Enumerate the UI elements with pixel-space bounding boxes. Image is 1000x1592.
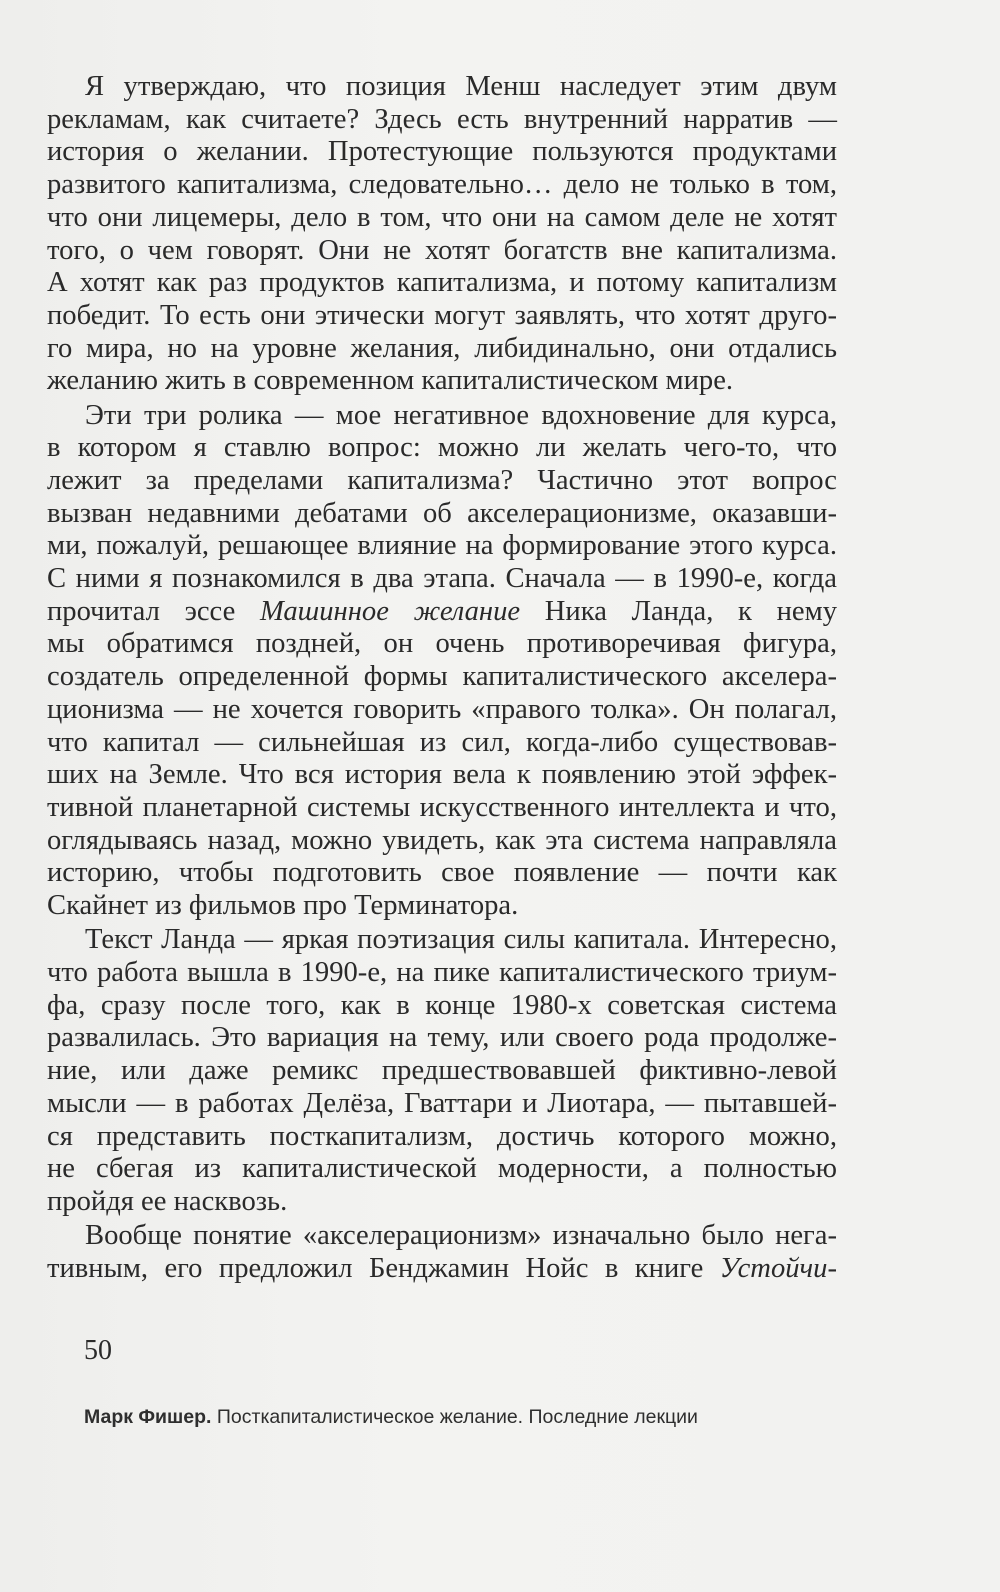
text-segment: желанию жить в современном капиталистическом мире.	[47, 365, 734, 397]
text-line	[47, 924, 837, 957]
text-segment: того, о чем говорят. Они не хотят богатств вне капитализма.	[47, 234, 837, 266]
text-segment: мысли — в работах Делёза, Гваттари и Лиотара, — пытавшей-	[47, 1087, 837, 1119]
text-line	[47, 596, 837, 629]
text-segment: тивным, его предложил Бенджамин Нойс в книге	[47, 1252, 720, 1284]
text-line	[47, 202, 837, 235]
text-segment: Эти три ролика — мое негативное вдохновение для курса,	[85, 399, 837, 431]
text-line	[47, 530, 837, 563]
text-line	[47, 267, 837, 300]
body-text	[47, 71, 837, 1287]
page-number: 50	[84, 1335, 112, 1366]
text-segment: ми, пожалуй, решающее влияние на формирование этого курса.	[47, 530, 837, 562]
text-segment: Вообще понятие «акселерационизм» изначально было нега-	[85, 1220, 837, 1252]
text-segment: го мира, но на уровне желания, либидинально, они отдались	[47, 332, 837, 364]
paragraph	[47, 924, 837, 1218]
text-segment: историю, чтобы подготовить свое появление — почти как	[47, 857, 837, 889]
text-line	[47, 333, 837, 366]
italic-title: Устойчи-	[719, 1252, 837, 1284]
text-segment: в котором я ставлю вопрос: можно ли желать чего-то, что	[47, 432, 837, 464]
text-line	[47, 990, 837, 1023]
text-line	[47, 498, 837, 531]
text-line	[47, 857, 837, 890]
text-line	[47, 661, 837, 694]
text-segment: лежит за пределами капитализма? Частично этот вопрос	[47, 464, 837, 496]
text-line	[47, 1121, 837, 1154]
text-segment: что они лицемеры, дело в том, что они на самом деле не хотят	[47, 201, 837, 233]
text-segment: Ника Ланда, к нему	[520, 595, 837, 627]
italic-title: Машинное желание	[259, 595, 521, 627]
text-segment: фа, сразу после того, как в конце 1980-х советская система	[47, 989, 837, 1021]
text-segment: развалилась. Это вариация на тему, или своего рода продолже-	[47, 1022, 837, 1054]
text-line	[47, 1055, 837, 1088]
text-line	[47, 235, 837, 268]
text-segment: тивной планетарной системы искусственного интеллекта и что,	[47, 791, 837, 823]
text-segment: С ними я познакомился в два этапа. Сначала — в 1990-е, когда	[47, 563, 837, 595]
text-line	[47, 1253, 837, 1286]
text-segment: вызван недавними дебатами об акселерационизме, оказавши-	[47, 497, 837, 529]
text-line	[47, 1088, 837, 1121]
text-line	[47, 432, 837, 465]
text-segment: пройдя ее насквозь.	[47, 1185, 288, 1217]
text-segment: Скайнет из фильмов про Терминатора.	[47, 890, 519, 922]
text-segment: ших на Земле. Что вся история вела к появлению этой эффек-	[47, 759, 837, 791]
text-line	[47, 727, 837, 760]
text-line	[47, 104, 837, 137]
text-line	[47, 890, 837, 923]
text-segment: создатель определенной формы капиталистического акселера-	[47, 661, 837, 693]
text-line	[47, 465, 837, 498]
text-line	[47, 694, 837, 727]
text-segment: прочитал эссе	[47, 595, 260, 627]
text-line	[47, 71, 837, 104]
footer-title: Посткапиталистическое желание. Последние лекции	[211, 1406, 698, 1428]
text-segment: что капитал — сильнейшая из сил, когда-либо существовав-	[47, 726, 837, 758]
text-segment: не сбегая из капиталистической модерности, а полностью	[47, 1153, 837, 1185]
text-line	[47, 1186, 837, 1219]
text-line	[47, 957, 837, 990]
text-segment: Текст Ланда — яркая поэтизация силы капитала. Интересно,	[85, 924, 837, 956]
text-line	[47, 169, 837, 202]
text-line	[47, 300, 837, 333]
paragraph	[47, 71, 837, 398]
text-segment: ние, или даже ремикс предшествовавшей фиктивно-левой	[47, 1055, 837, 1087]
text-segment: ционизма — не хочется говорить «правого толка». Он полагал,	[47, 693, 837, 725]
text-segment: мы обратимся поздней, он очень противоречивая фигура,	[47, 628, 837, 660]
text-segment: оглядываясь назад, можно увидеть, как эта система направляла	[47, 824, 837, 856]
text-line	[47, 1220, 837, 1253]
text-segment: ся представить посткапитализм, достичь которого можно,	[47, 1120, 837, 1152]
text-segment: что работа вышла в 1990-е, на пике капиталистического триум-	[47, 956, 837, 988]
text-line	[47, 136, 837, 169]
text-line	[47, 400, 837, 433]
text-line	[47, 1153, 837, 1186]
text-segment: победит. То есть они этически могут заявлять, что хотят друго-	[47, 299, 837, 331]
text-segment: история о желании. Протестующие пользуются продуктами	[47, 136, 837, 168]
text-line	[47, 628, 837, 661]
text-segment: А хотят как раз продуктов капитализма, и потому капитализм	[47, 267, 837, 299]
text-line	[47, 563, 837, 596]
running-footer	[84, 1406, 698, 1429]
footer-author: Марк Фишер.	[84, 1406, 212, 1428]
text-segment: рекламам, как считаете? Здесь есть внутренний нарратив —	[47, 103, 837, 135]
text-segment: развитого капитализма, следовательно… дело не только в том,	[47, 169, 837, 201]
text-line	[47, 825, 837, 858]
text-line	[47, 365, 837, 398]
text-line	[47, 792, 837, 825]
text-line	[47, 1022, 837, 1055]
text-segment: Я утверждаю, что позиция Менш наследует этим двум	[85, 71, 837, 102]
paragraph	[47, 400, 837, 923]
paragraph	[47, 1220, 837, 1285]
text-line	[47, 759, 837, 792]
